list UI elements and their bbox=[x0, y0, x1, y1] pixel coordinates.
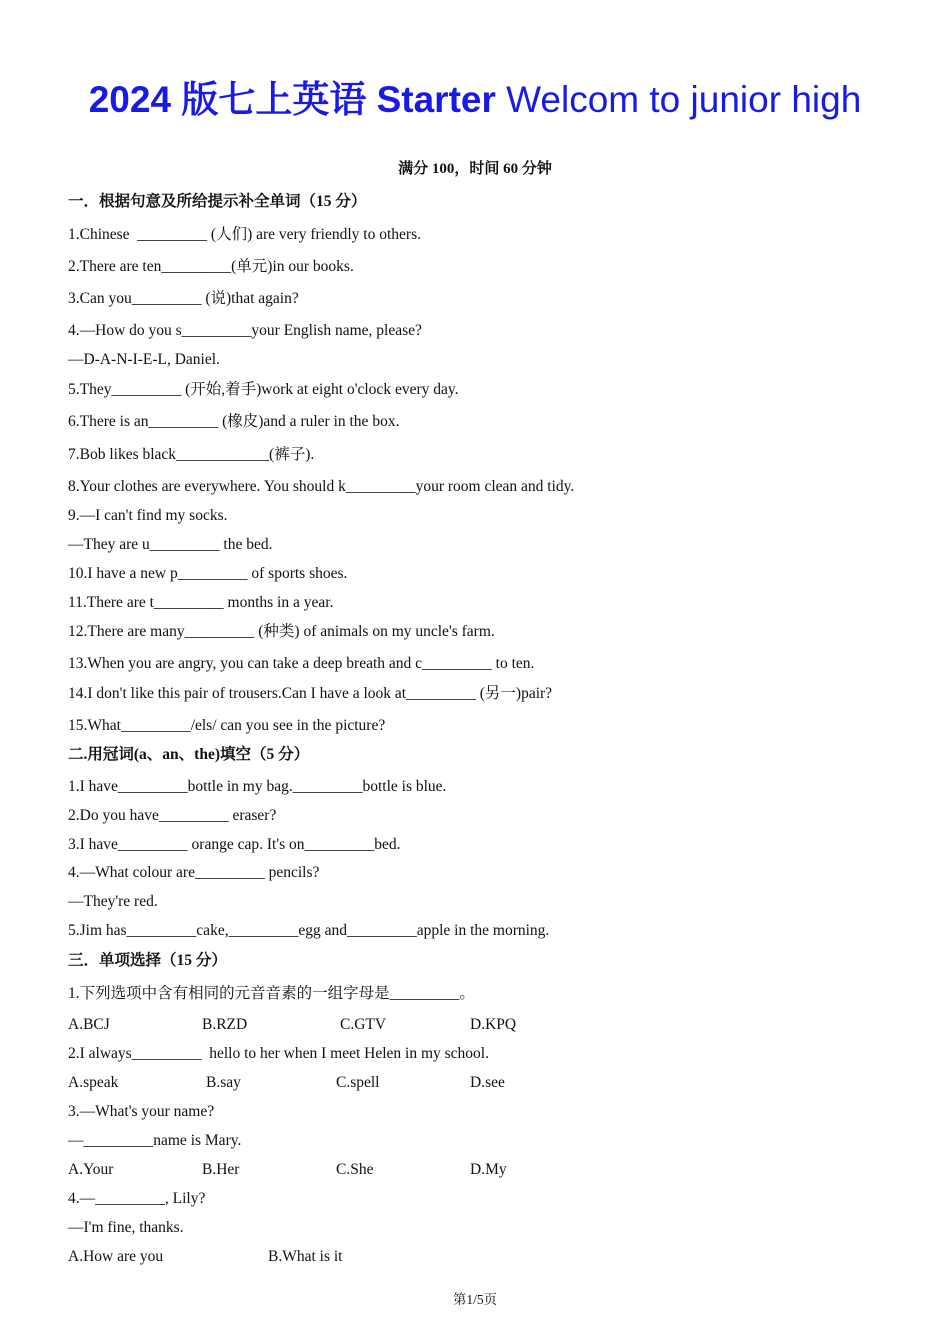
question-stem: 4.—_________, Lily? bbox=[68, 1190, 206, 1207]
score-time-note: 满分 100，时间 60 分钟 bbox=[398, 161, 552, 177]
option-c: C.GTV bbox=[340, 1016, 387, 1033]
option-c: C.spell bbox=[336, 1074, 380, 1091]
option-d: D.see bbox=[470, 1074, 505, 1091]
question-stem-reply: —I'm fine, thanks. bbox=[68, 1219, 184, 1236]
question-line: 8.Your clothes are everywhere. You should k_________your room clean and tidy. bbox=[68, 478, 575, 495]
option-a: A.speak bbox=[68, 1074, 119, 1091]
option-a: A.BCJ bbox=[68, 1016, 110, 1033]
page-title bbox=[0, 74, 950, 126]
question-line: 14.I don't like this pair of trousers.Can I have a look at_________ (另一)pair? bbox=[68, 685, 553, 702]
question-line: 3.Can you_________ (说)that again? bbox=[68, 290, 299, 307]
question-line: 5.They_________ (开始,着手)work at eight o'clock every day. bbox=[68, 381, 459, 398]
option-b: B.What is it bbox=[268, 1248, 343, 1265]
question-line: 4.—What colour are_________ pencils? bbox=[68, 864, 320, 881]
question-line: 2.There are ten_________(单元)in our books. bbox=[68, 258, 354, 275]
question-stem: 1.下列选项中含有相同的元音音素的一组字母是_________。 bbox=[68, 985, 475, 1002]
title-bold: 2024 版七上英语 Starter bbox=[88, 79, 496, 120]
question-stem: 3.—What's your name? bbox=[68, 1103, 215, 1120]
option-b: B.Her bbox=[202, 1161, 240, 1178]
option-b: B.say bbox=[206, 1074, 241, 1091]
option-b: B.RZD bbox=[202, 1016, 248, 1033]
question-line: —They are u_________ the bed. bbox=[68, 536, 273, 553]
option-a: A.Your bbox=[68, 1161, 114, 1178]
option-a: A.How are you bbox=[68, 1248, 164, 1265]
question-line: 1.I have_________bottle in my bag._________bottle is blue. bbox=[68, 778, 447, 795]
question-stem-reply: —_________name is Mary. bbox=[68, 1132, 242, 1149]
title-normal: Welcom to junior high bbox=[495, 79, 862, 120]
question-line: 4.—How do you s_________your English name, please? bbox=[68, 322, 422, 339]
section-1-heading: 一．根据句意及所给提示补全单词（15 分） bbox=[68, 193, 367, 210]
section-3-heading: 三．单项选择（15 分） bbox=[68, 952, 227, 969]
page-number: 第1/5页 bbox=[452, 1292, 498, 1307]
question-line: 11.There are t_________ months in a year. bbox=[68, 594, 334, 611]
question-line: 5.Jim has_________cake,_________egg and_________apple in the morning. bbox=[68, 922, 550, 939]
question-line: 7.Bob likes black____________(裤子). bbox=[68, 446, 315, 463]
question-line: —D-A-N-I-E-L, Daniel. bbox=[68, 351, 220, 368]
question-line: 9.—I can't find my socks. bbox=[68, 507, 228, 524]
option-d: D.KPQ bbox=[470, 1016, 517, 1033]
option-d: D.My bbox=[470, 1161, 507, 1178]
question-line: 2.Do you have_________ eraser? bbox=[68, 807, 277, 824]
question-line: 15.What_________/els/ can you see in the picture? bbox=[68, 717, 386, 734]
question-line: 13.When you are angry, you can take a deep breath and c_________ to ten. bbox=[68, 655, 535, 672]
question-line: 10.I have a new p_________ of sports shoes. bbox=[68, 565, 348, 582]
question-line: 12.There are many_________ (种类) of animals on my uncle's farm. bbox=[68, 623, 495, 640]
section-2-heading: 二.用冠词(a、an、the)填空（5 分） bbox=[68, 746, 310, 763]
question-stem: 2.I always_________ hello to her when I meet Helen in my school. bbox=[68, 1045, 489, 1062]
question-line: 3.I have_________ orange cap. It's on_________bed. bbox=[68, 836, 401, 853]
option-c: C.She bbox=[336, 1161, 374, 1178]
question-line: 1.Chinese _________ (人们) are very friendly to others. bbox=[68, 226, 421, 243]
question-line: —They're red. bbox=[68, 893, 158, 910]
question-line: 6.There is an_________ (橡皮)and a ruler in the box. bbox=[68, 413, 400, 430]
